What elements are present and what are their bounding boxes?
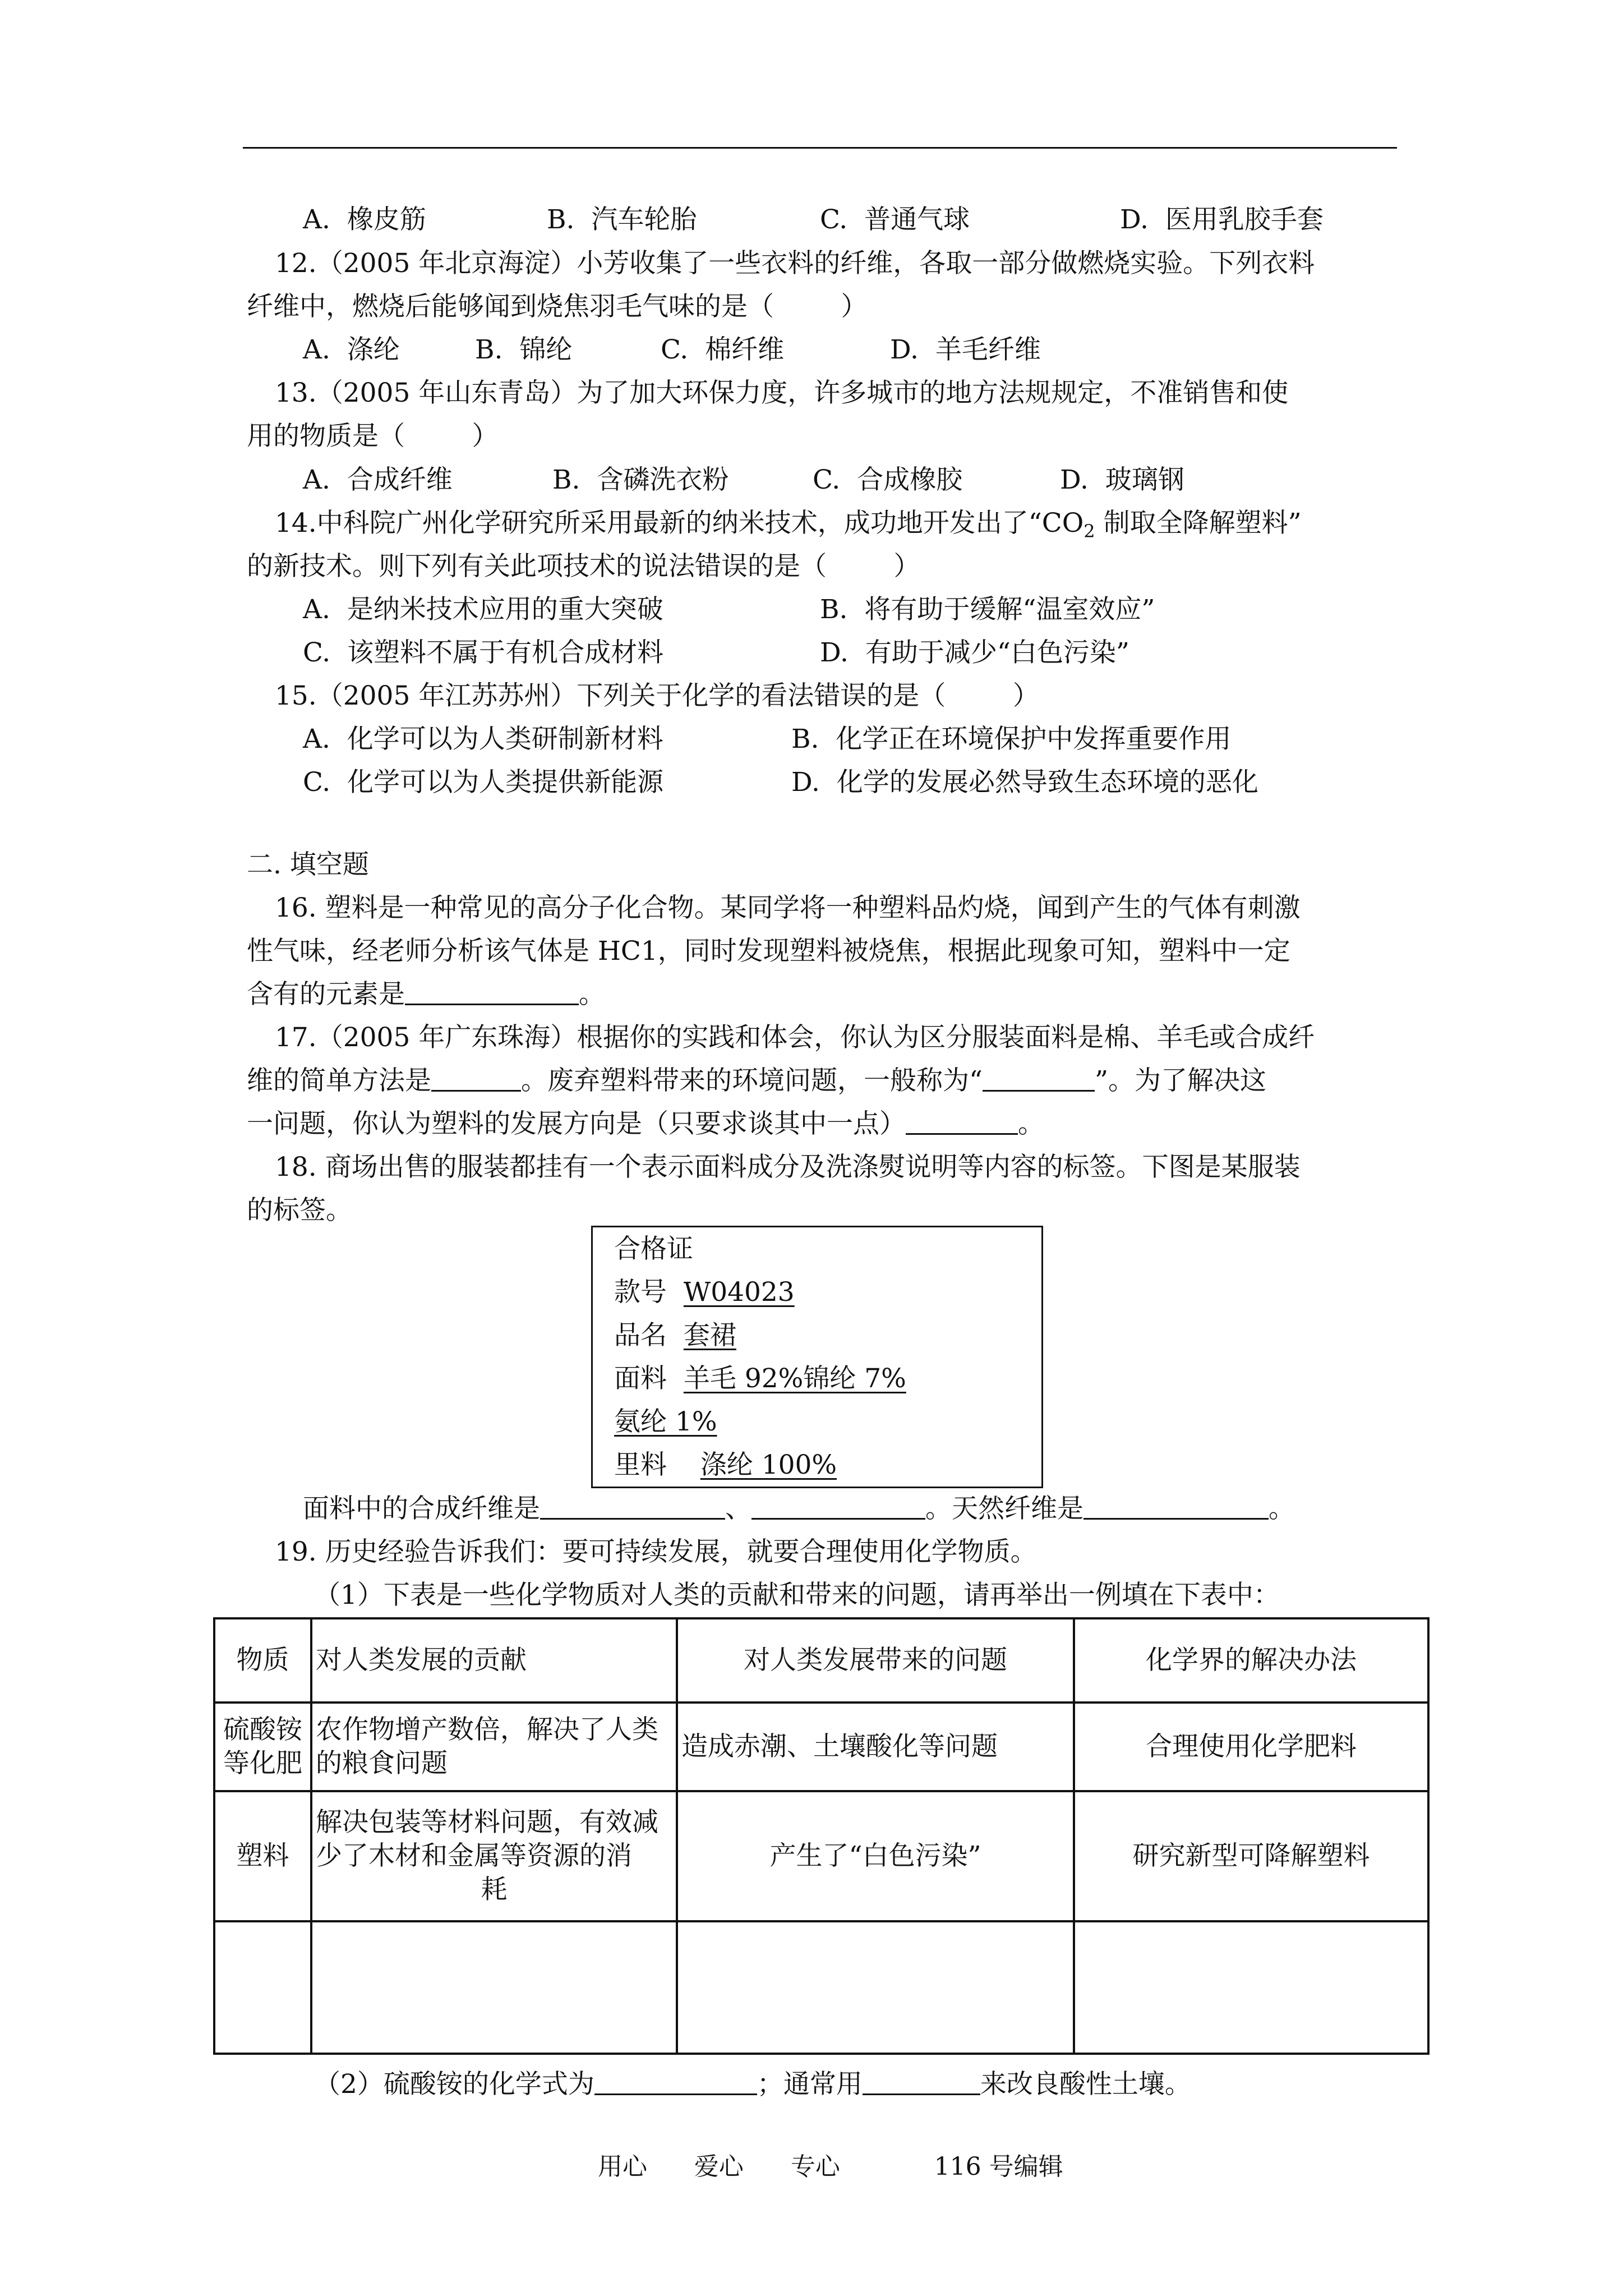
- header-contribution: 对人类发展的贡献: [311, 1618, 677, 1703]
- q18-line1: 18. 商场出售的服装都挂有一个表示面料成分及洗涤熨说明等内容的标签。下图是某服装: [275, 1152, 1301, 1182]
- row3-solution-cell[interactable]: [1074, 1921, 1428, 2054]
- q16-line2: 性气味，经老师分析该气体是 HC1，同时发现塑料被烧焦，根据此现象可知，塑料中一定: [247, 936, 1290, 967]
- q19-table: [213, 1617, 1430, 2055]
- q14-line1: 14.中科院广州化学研究所采用最新的纳米技术，成功地开发出了“$CO_2$ 制取全降解塑料”: [275, 508, 1302, 542]
- q16-line3: 含有的元素是 。: [247, 979, 605, 1010]
- label-lining: 里料 涤纶 100%: [614, 1450, 837, 1480]
- page-footer: 用心 爱心 专心 116 号编辑: [598, 2152, 1063, 2181]
- label-fabric-2: 氨纶 1%: [614, 1406, 717, 1437]
- q13-option-c: C. 合成橡胶: [813, 464, 963, 495]
- q11-option-a: A. 橡皮筋: [303, 204, 426, 235]
- q12-option-c: C. 棉纤维: [661, 334, 785, 365]
- q12-option-b: B. 锦纶: [475, 334, 573, 365]
- q13-line2: 用的物质是（ ）: [247, 421, 499, 452]
- q15-line1: 15.（2005 年江苏苏州）下列关于化学的看法错误的是（ ）: [275, 680, 1039, 711]
- row2-contribution: 解决包装等材料问题，有效减 少了木材和金属等资源的消 耗: [311, 1791, 677, 1921]
- q14-option-c: C. 该塑料不属于有机合成材料: [303, 637, 664, 668]
- q17-line2: 维的简单方法是 。废弃塑料带来的环境问题，一般称为“ ”。为了解决这: [247, 1065, 1267, 1096]
- row3-contribution-cell[interactable]: [311, 1921, 677, 2054]
- q15-option-a: A. 化学可以为人类研制新材料: [303, 724, 663, 754]
- q18-blank-3[interactable]: [1083, 1494, 1269, 1520]
- header-solution: 化学界的解决办法: [1074, 1618, 1428, 1703]
- q11-option-d: D. 医用乳胶手套: [1120, 204, 1324, 235]
- section-title: 二. 填空题: [247, 849, 369, 880]
- q11-option-b: B. 汽车轮胎: [547, 204, 697, 235]
- row1-substance: 硫酸铵 等化肥: [214, 1703, 311, 1791]
- q17-blank-2[interactable]: [983, 1066, 1095, 1092]
- q17-blank-1[interactable]: [431, 1066, 521, 1092]
- q14-option-b: B. 将有助于缓解“温室效应”: [820, 594, 1155, 625]
- table-row-empty: [214, 1921, 1428, 2054]
- q17-blank-3[interactable]: [906, 1110, 1018, 1135]
- table-header-row: [214, 1618, 1428, 1703]
- q19-part2: （2）硫酸铵的化学式为 ；通常用 来改良酸性土壤。: [314, 2069, 1191, 2100]
- q18-blank-1[interactable]: [540, 1494, 725, 1520]
- q13-line1: 13.（2005 年山东青岛）为了加大环保力度，许多城市的地方法规规定，不准销售和使: [275, 378, 1289, 408]
- q19-blank-1[interactable]: [594, 2070, 757, 2095]
- q19-blank-2[interactable]: [863, 2070, 980, 2095]
- header-rule: [243, 147, 1397, 149]
- label-style: 款号 W04023: [614, 1277, 795, 1308]
- q18-line2: 的标签。: [247, 1195, 352, 1226]
- q13-option-a: A. 合成纤维: [303, 464, 453, 495]
- q14-line2: 的新技术。则下列有关此项技术的说法错误的是（ ）: [247, 551, 920, 582]
- q12-line1: 12.（2005 年北京海淀）小芳收集了一些衣料的纤维，各取一部分做燃烧实验。下列衣料: [275, 248, 1315, 279]
- q18-blank-2[interactable]: [751, 1494, 925, 1520]
- label-name: 品名 套裙: [614, 1320, 736, 1351]
- row3-problem-cell[interactable]: [677, 1921, 1074, 2054]
- q11-option-c: C. 普通气球: [820, 204, 970, 235]
- row1-solution: 合理使用化学肥料: [1074, 1703, 1428, 1791]
- header-substance: 物质: [214, 1618, 311, 1703]
- row3-substance-cell[interactable]: [214, 1921, 311, 2054]
- q13-option-b: B. 含磷洗衣粉: [552, 464, 729, 495]
- q17-line1: 17.（2005 年广东珠海）根据你的实践和体会，你认为区分服装面料是棉、羊毛或合成纤: [275, 1022, 1315, 1053]
- row2-problem: 产生了“白色污染”: [677, 1791, 1074, 1921]
- q15-option-d: D. 化学的发展必然导致生态环境的恶化: [791, 767, 1258, 798]
- q16-line1: 16. 塑料是一种常见的高分子化合物。某同学将一种塑料品灼烧，闻到产生的气体有刺激: [275, 892, 1301, 923]
- q14-option-a: A. 是纳米技术应用的重大突破: [303, 594, 663, 625]
- table-row: [214, 1703, 1428, 1791]
- row1-contribution: 农作物增产数倍，解决了人类 的粮食问题: [311, 1703, 677, 1791]
- q13-option-d: D. 玻璃钢: [1060, 464, 1184, 495]
- q15-option-b: B. 化学正在环境保护中发挥重要作用: [791, 724, 1232, 754]
- label-fabric: 面料 羊毛 92%锦纶 7%: [614, 1363, 906, 1394]
- label-title: 合格证: [614, 1234, 693, 1264]
- table-row: [214, 1791, 1428, 1921]
- q17-line3: 一问题，你认为塑料的发展方向是（只要求谈其中一点） 。: [247, 1108, 1044, 1139]
- garment-label: [591, 1226, 1043, 1488]
- row1-problem: 造成赤潮、土壤酸化等问题: [677, 1703, 1074, 1791]
- row2-substance: 塑料: [214, 1791, 311, 1921]
- q12-option-a: A. 涤纶: [303, 334, 400, 365]
- q19-part1: （1）下表是一些化学物质对人类的贡献和带来的问题，请再举出一例填在下表中：: [314, 1580, 1280, 1611]
- header-problem: 对人类发展带来的问题: [677, 1618, 1074, 1703]
- q15-option-c: C. 化学可以为人类提供新能源: [303, 767, 664, 798]
- q12-option-d: D. 羊毛纤维: [890, 334, 1041, 365]
- q14-option-d: D. 有助于减少“白色污染”: [820, 637, 1129, 668]
- row2-solution: 研究新型可降解塑料: [1074, 1791, 1428, 1921]
- q16-blank[interactable]: [405, 980, 579, 1005]
- q18-answer-line: 面料中的合成纤维是 、 。天然纤维是 。: [303, 1493, 1295, 1524]
- q19-line1: 19. 历史经验告诉我们：要可持续发展，就要合理使用化学物质。: [275, 1536, 1037, 1567]
- q12-line2: 纤维中，燃烧后能够闻到烧焦羽毛气味的是（ ）: [247, 291, 868, 322]
